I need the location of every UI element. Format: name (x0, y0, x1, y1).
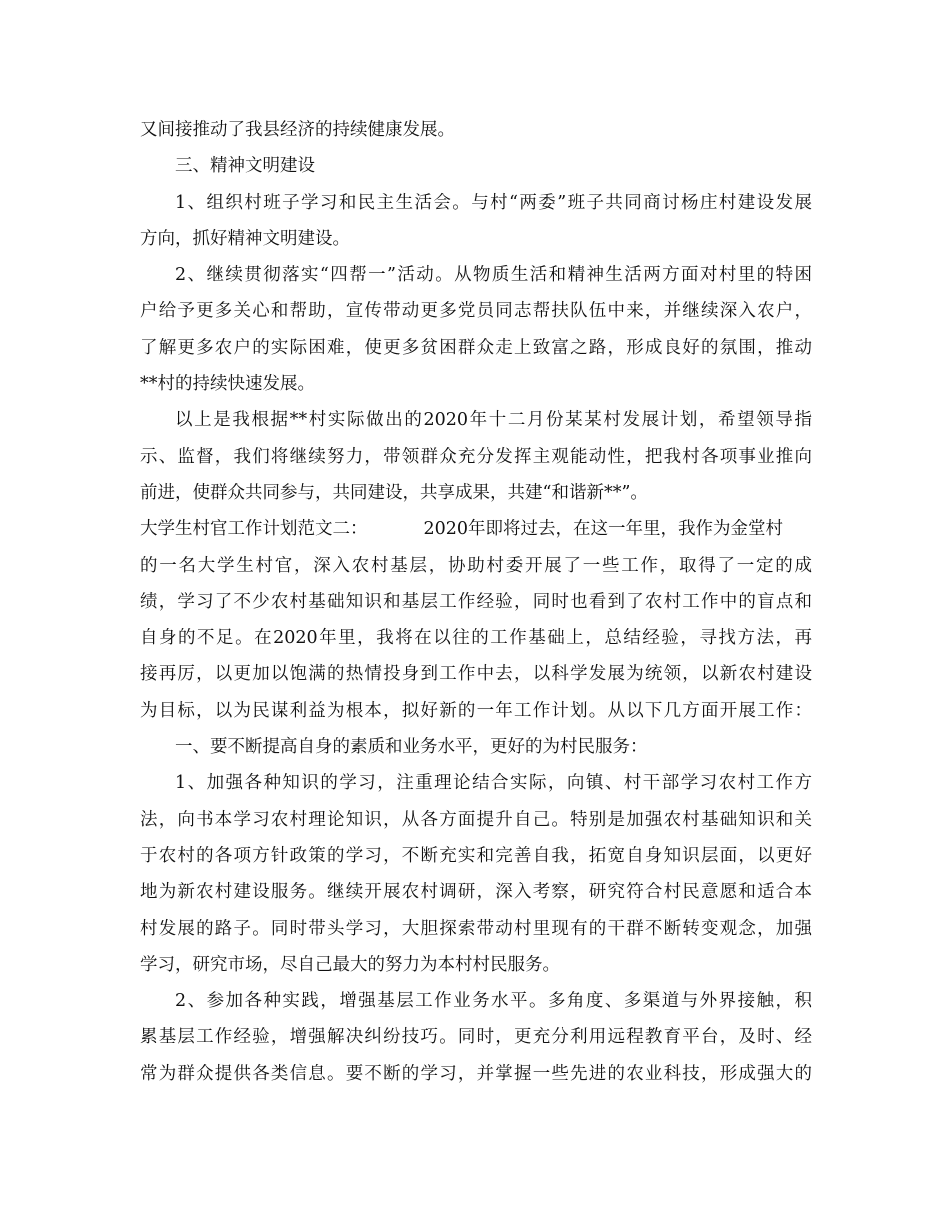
text-segment: 2020年即将过去，在这一年里，我作为金堂村 (423, 519, 784, 540)
section-heading: 三、精神文明建设 (175, 156, 315, 177)
text-line: 为目标，以为民谋利益为根本，拟好新的一年工作计划。从以下几方面开展工作： (140, 700, 812, 721)
text-line: 1、加强各种知识的学习，注重理论结合实际，向镇、村干部学习农村工作方 (175, 773, 812, 794)
text-line: 又间接推动了我县经济的持续健康发展。 (140, 120, 455, 140)
text-line: 于农村的各项方针政策的学习，不断充实和完善自我，拓宽自身知识层面，以更好 (140, 845, 812, 866)
text-line: 自身的不足。在2020年里，我将在以往的工作基础上，总结经验，寻找方法，再 (140, 628, 812, 649)
text-line: 学习，研究市场，尽自己最大的努力为本村村民服务。 (140, 954, 560, 975)
text-line: **村的持续快速发展。 (140, 374, 315, 395)
text-line: 接再厉，以更加以饱满的热情投身到工作中去，以科学发展为统领，以新农村建设 (140, 664, 812, 685)
text-line: 了解更多农户的实际困难，使更多贫困群众走上致富之路，形成良好的氛围，推动 (140, 337, 812, 358)
text-line: 前进，使群众共同参与，共同建设，共享成果，共建“和谐新**”。 (140, 482, 648, 503)
text-line: 2、继续贯彻落实“四帮一”活动。从物质生活和精神生活两方面对村里的特困 (175, 265, 812, 286)
heading-line (140, 511, 812, 547)
text-line: 的一名大学生村官，深入农村基层，协助村委开展了一些工作，取得了一定的成 (140, 555, 812, 576)
section-heading: 一、要不断提高自身的素质和业务水平，更好的为村民服务： (175, 737, 648, 758)
text-line: 方向，抓好精神文明建设。 (140, 228, 350, 249)
text-line: 绩，学习了不少农村基础知识和基层工作经验，同时也看到了农村工作中的盲点和 (140, 591, 812, 612)
text-line: 地为新农村建设服务。继续开展农村调研，深入考察，研究符合村民意愿和适合本 (140, 882, 812, 903)
text-line: 以上是我根据**村实际做出的2020年十二月份某某村发展计划，希望领导指 (175, 410, 812, 431)
text-line: 2、参加各种实践，增强基层工作业务水平。多角度、多渠道与外界接触，积 (175, 991, 812, 1012)
document-body (140, 112, 812, 1092)
text-line: 常为群众提供各类信息。要不断的学习，并掌握一些先进的农业科技，形成强大的 (140, 1063, 812, 1084)
text-line: 户给予更多关心和帮助，宣传带动更多党员同志帮扶队伍中来，并继续深入农户， (140, 301, 812, 322)
text-line: 示、监督，我们将继续努力，带领群众充分发挥主观能动性，把我村各项事业推向 (140, 446, 812, 467)
text-line: 累基层工作经验，增强解决纠纷技巧。同时，更充分利用远程教育平台，及时、经 (140, 1027, 812, 1048)
text-line: 1、组织村班子学习和民主生活会。与村“两委”班子共同商讨杨庄村建设发展 (175, 192, 812, 213)
text-line: 法，向书本学习农村理论知识，从各方面提升自己。特别是加强农村基础知识和关 (140, 809, 812, 830)
section-title: 大学生村官工作计划范文二： (140, 519, 368, 540)
text-line: 村发展的路子。同时带头学习，大胆探索带动村里现有的干群不断转变观念，加强 (140, 918, 812, 939)
